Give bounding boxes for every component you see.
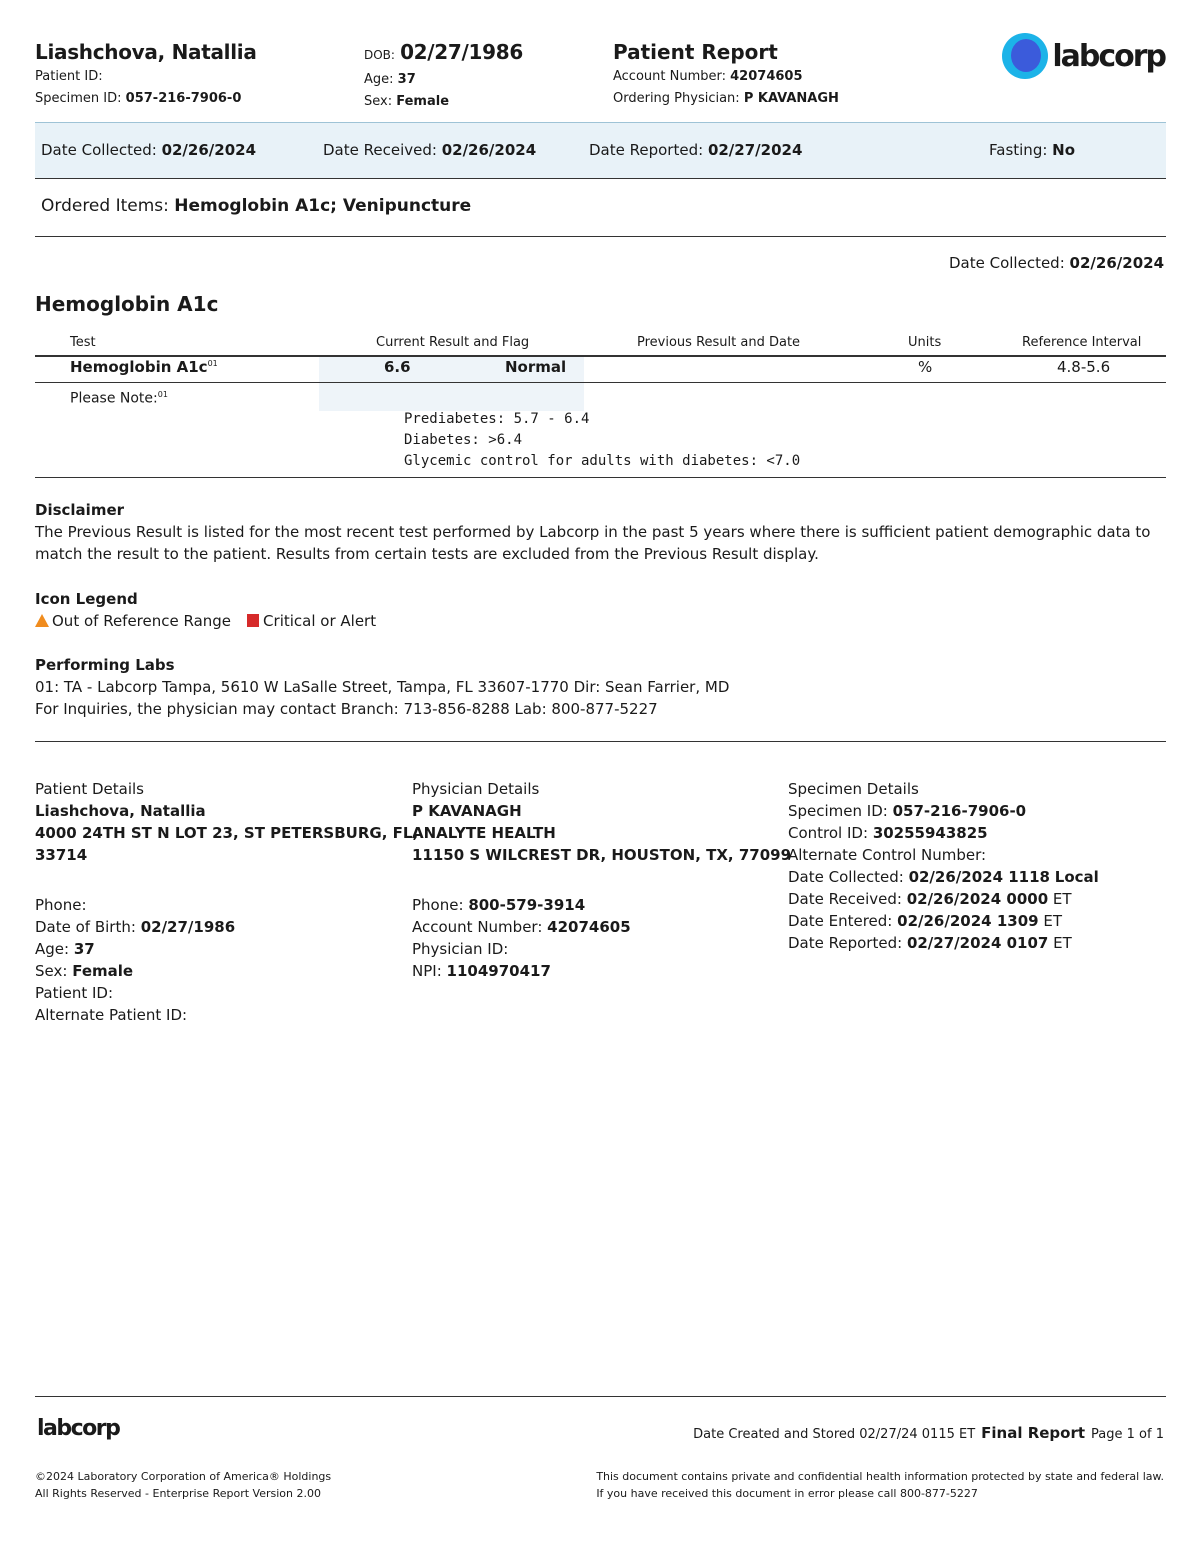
patient-age-line (35, 938, 418, 960)
note-line: Glycemic control for adults with diabetes: <7.0 (404, 453, 801, 469)
control-id-line (788, 822, 1099, 844)
patient-id-label: Patient ID: (35, 69, 103, 84)
date-received (323, 141, 536, 159)
critical-square-icon (247, 614, 259, 627)
physician-label: Ordering Physician: (613, 91, 740, 106)
spacer (35, 866, 418, 894)
result-units: % (918, 358, 933, 376)
legend-critical: Critical or Alert (263, 612, 377, 630)
patient-details-title: Patient Details (35, 780, 144, 798)
result-reference: 4.8-5.6 (1057, 358, 1111, 376)
physician-phone-line (412, 894, 791, 916)
divider (35, 741, 1166, 742)
date-received-label: Date Received: (323, 141, 437, 159)
col-header-reference: Reference Interval (1022, 335, 1142, 350)
specimen-entered-value: 02/26/2024 1309 (897, 912, 1039, 930)
control-id-label: Control ID: (788, 824, 869, 842)
specimen-details (788, 778, 1099, 954)
sex-value: Female (396, 94, 450, 109)
patient-id-line (35, 66, 257, 88)
divider (35, 477, 1166, 478)
labs-line: For Inquiries, the physician may contact Branch: 713-856-8288 Lab: 800-877-5227 (35, 700, 658, 718)
please-note (70, 390, 168, 407)
age-label: Age: (364, 72, 394, 87)
physician-details-name: P KAVANAGH (412, 802, 522, 820)
patient-phone-label: Phone: (35, 896, 87, 914)
performing-labs (35, 654, 1166, 720)
patient-dob-value: 02/27/1986 (140, 918, 236, 936)
report-title: Patient Report (613, 40, 778, 64)
disclaimer (35, 499, 1166, 565)
disclaimer-line: The Previous Result is listed for the most recent test performed by Labcorp in the past 5 years where there is sufficient patient demographic data to (35, 523, 1151, 541)
specimen-collected-tz: Local (1054, 868, 1099, 886)
date-reported-label: Date Reported: (589, 141, 704, 159)
account-label: Account Number: (613, 69, 726, 84)
physician-address: 11150 S WILCREST DR, HOUSTON, TX, 77099 (412, 846, 792, 864)
specimen-entered-tz: ET (1043, 912, 1062, 930)
date-collected (41, 141, 256, 159)
patient-address-line: 33714 (35, 846, 88, 864)
result-date-collected-label: Date Collected: (948, 254, 1065, 272)
specimen-received-tz: ET (1052, 890, 1072, 908)
physician-account-line (412, 916, 791, 938)
note-footnote: 01 (157, 390, 168, 399)
npi-line (412, 960, 791, 982)
result-date-collected-value: 02/26/2024 (1069, 254, 1164, 272)
demographics-col (364, 38, 523, 113)
patient-sex-line (35, 960, 418, 982)
note-line: Prediabetes: 5.7 - 6.4 (404, 411, 590, 427)
specimen-collected-line (788, 866, 1099, 888)
labs-title: Performing Labs (35, 656, 175, 674)
patient-id-detail: Patient ID: (35, 984, 114, 1002)
icon-legend (35, 588, 1166, 632)
footer-divider (35, 1396, 1166, 1397)
physician-details-title: Physician Details (412, 780, 540, 798)
account-value: 42074605 (730, 69, 803, 84)
logo-wordmark: labcorp (1052, 38, 1165, 74)
specimen-id-detail-value: 057-216-7906-0 (892, 802, 1027, 820)
labcorp-logo (1002, 33, 1165, 79)
age-line (364, 69, 523, 91)
dob-value: 02/27/1986 (400, 40, 524, 64)
result-flag (505, 358, 566, 376)
specimen-id-detail-label: Specimen ID: (788, 802, 888, 820)
warning-triangle-icon (35, 614, 49, 627)
npi-value: 1104970417 (446, 962, 551, 980)
ordered-items-label: Ordered Items: (41, 196, 169, 216)
footer-copyright (35, 1468, 331, 1502)
legend-items (35, 610, 1166, 632)
table-row-rule (35, 382, 1166, 383)
specimen-received-line (788, 888, 1099, 910)
specimen-id-detail (788, 800, 1099, 822)
logo-circle-icon (1002, 33, 1048, 79)
physician-details (412, 778, 791, 982)
specimen-details-title: Specimen Details (788, 780, 919, 798)
created-text: Date Created and Stored 02/27/24 0115 ET (693, 1427, 976, 1442)
footer-created (693, 1424, 1164, 1442)
patient-address-line: 4000 24TH ST N LOT 23, ST PETERSBURG, FL, (35, 824, 419, 842)
alt-patient-id-detail: Alternate Patient ID: (35, 1006, 188, 1024)
sex-line (364, 91, 523, 113)
physician-line (613, 88, 839, 110)
specimen-collected-value: 02/26/2024 1118 (908, 868, 1050, 886)
footer-confidentiality (596, 1468, 1164, 1502)
physician-id-detail: Physician ID: (412, 940, 509, 958)
npi-label: NPI: (412, 962, 442, 980)
account-line (613, 66, 839, 88)
report-info-col (613, 38, 839, 110)
final-report-label: Final Report (981, 1424, 1086, 1442)
date-collected-label: Date Collected: (41, 141, 157, 159)
disclaimer-line: match the result to the patient. Results from certain tests are excluded from the Previous Result display. (35, 545, 819, 563)
page-number: Page 1 of 1 (1091, 1427, 1164, 1442)
test-name: Hemoglobin A1c (70, 358, 208, 376)
patient-sex-value: Female (72, 962, 134, 980)
note-label: Please Note: (70, 390, 158, 407)
test-footnote: 01 (207, 359, 218, 368)
patient-details (35, 778, 418, 1026)
specimen-reported-label: Date Reported: (788, 934, 903, 952)
date-reported (589, 141, 802, 159)
date-collected-value: 02/26/2024 (161, 141, 257, 159)
patient-age-label: Age: (35, 940, 70, 958)
confidentiality-line: If you have received this document in error please call 800-877-5227 (596, 1487, 978, 1500)
footer-logo: labcorp (37, 1416, 120, 1441)
physician-org: ANALYTE HEALTH (412, 824, 556, 842)
divider (35, 236, 1166, 237)
patient-name: Liashchova, Natallia (35, 40, 257, 64)
physician-phone-label: Phone: (412, 896, 464, 914)
control-id-value: 30255943825 (872, 824, 988, 842)
specimen-id-value: 057-216-7906-0 (125, 91, 242, 106)
ordered-items (41, 196, 471, 216)
section-title: Hemoglobin A1c (35, 292, 219, 316)
flag-text: Normal (505, 358, 567, 376)
date-reported-value: 02/27/2024 (707, 141, 803, 159)
result-number: 6.6 (384, 358, 411, 376)
result-test-name (70, 358, 218, 376)
disclaimer-title: Disclaimer (35, 501, 125, 519)
dates-bar (35, 122, 1166, 179)
col-header-current: Current Result and Flag (376, 335, 530, 350)
fasting-value: No (1052, 141, 1076, 159)
specimen-id-line (35, 88, 257, 110)
specimen-reported-tz: ET (1053, 934, 1072, 952)
specimen-collected-label: Date Collected: (788, 868, 904, 886)
sex-label: Sex: (364, 94, 393, 109)
labs-line: 01: TA - Labcorp Tampa, 5610 W LaSalle Street, Tampa, FL 33607-1770 Dir: Sean Farrier, MD (35, 678, 730, 696)
legend-title: Icon Legend (35, 590, 138, 608)
table-header-rule (35, 355, 1166, 357)
confidentiality-line: This document contains private and confidential health information protected by state and federal law. (596, 1470, 1164, 1483)
result-value (384, 358, 411, 376)
dob-label: DOB: (364, 48, 395, 62)
physician-account-label: Account Number: (412, 918, 543, 936)
patient-sex-label: Sex: (35, 962, 68, 980)
physician-account-value: 42074605 (547, 918, 631, 936)
age-value: 37 (397, 72, 416, 87)
specimen-entered-line (788, 910, 1099, 932)
specimen-received-label: Date Received: (788, 890, 902, 908)
col-header-previous: Previous Result and Date (637, 335, 801, 350)
col-header-units: Units (908, 335, 942, 350)
fasting (989, 141, 1075, 159)
physician-value: P KAVANAGH (743, 91, 839, 106)
dob-line (364, 38, 523, 69)
specimen-received-value: 02/26/2024 0000 (906, 890, 1049, 908)
copyright-line: ©2024 Laboratory Corporation of America® Holdings (35, 1470, 332, 1483)
patient-age-value: 37 (73, 940, 95, 958)
patient-dob-line (35, 916, 418, 938)
copyright-line: All Rights Reserved - Enterprise Report Version 2.00 (35, 1487, 321, 1500)
col-header-test: Test (70, 335, 96, 350)
alt-control-line: Alternate Control Number: (788, 846, 987, 864)
physician-phone-value: 800-579-3914 (468, 896, 586, 914)
ordered-items-value: Hemoglobin A1c; Venipuncture (174, 196, 472, 216)
result-date-collected (949, 254, 1164, 272)
specimen-id-label: Specimen ID: (35, 91, 122, 106)
report-header (35, 38, 1165, 118)
specimen-reported-value: 02/27/2024 0107 (906, 934, 1049, 952)
note-line: Diabetes: >6.4 (404, 432, 523, 448)
patient-details-name: Liashchova, Natallia (35, 802, 206, 820)
fasting-label: Fasting: (989, 141, 1048, 159)
specimen-reported-line (788, 932, 1099, 954)
patient-header-col (35, 38, 257, 110)
legend-out-of-range: Out of Reference Range (52, 612, 232, 630)
date-received-value: 02/26/2024 (441, 141, 537, 159)
patient-dob-label: Date of Birth: (35, 918, 136, 936)
specimen-entered-label: Date Entered: (788, 912, 893, 930)
spacer (412, 866, 791, 888)
